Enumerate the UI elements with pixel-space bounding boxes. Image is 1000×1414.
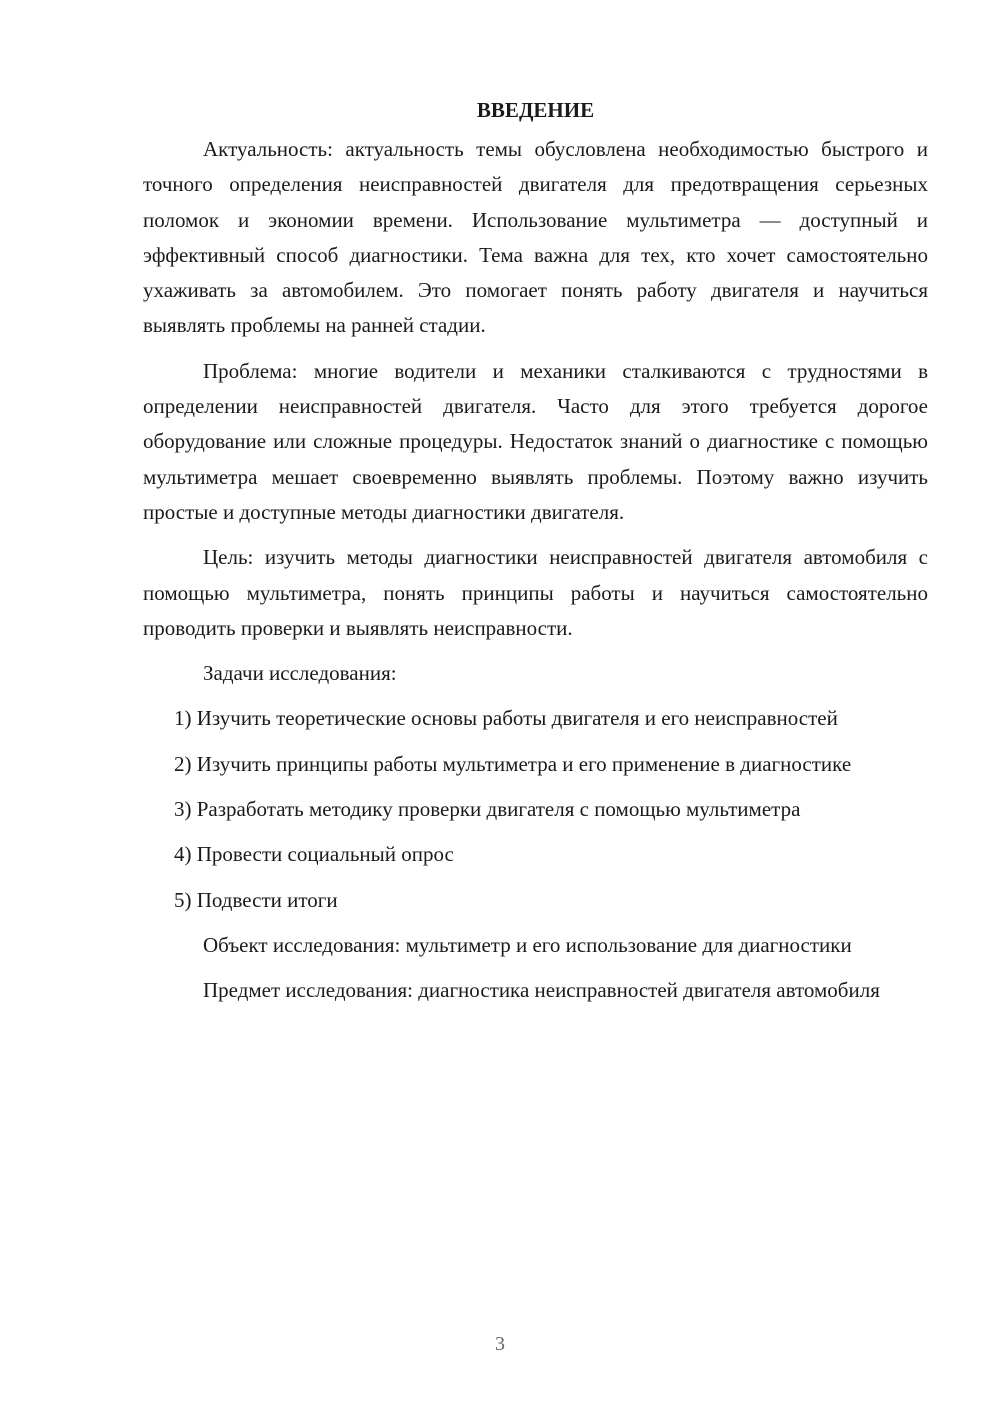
document-page [143, 92, 928, 1019]
section-title: ВВЕДЕНИЕ [476, 98, 595, 122]
paragraph-problem: Проблема: многие водители и механики сталкиваются с трудностями в определении неисправностей двигателя. Часто для этого требуется дорогое оборудование или сложные процедуры. Недостаток знаний о диагностике с помощью мультиметра мешает своевременно выявлять проблемы. Поэтому важно изучить простые и доступные методы диагностики двигателя. [143, 358, 928, 524]
tasks-heading: Задачи исследования: [203, 661, 397, 686]
tasks-list [143, 701, 928, 917]
list-item: 3) Разработать методику проверки двигателя с помощью мультиметра [174, 797, 801, 822]
paragraph-subject: Предмет исследования: диагностика неисправностей двигателя автомобиля [203, 978, 880, 1003]
list-item: 2) Изучить принципы работы мультиметра и его применение в диагностике [174, 751, 852, 776]
list-item: 4) Провести социальный опрос [174, 842, 454, 867]
list-item: 1) Изучить теоретические основы работы двигателя и его неисправностей [174, 706, 838, 731]
page-number: 3 [495, 1333, 505, 1355]
list-item: 5) Подвести итоги [174, 887, 338, 912]
paragraph-goal: Цель: изучить методы диагностики неисправностей двигателя автомобиля с помощью мультиметра, понять принципы работы и научиться самостоятельно проводить проверки и выявлять неисправности. [143, 545, 928, 640]
paragraph-relevance: Актуальность: актуальность темы обусловлена необходимостью быстрого и точного определения неисправностей двигателя для предотвращения серьезных поломок и экономии времени. Использование мультиметра — доступный и эффективный способ диагностики. Тема важна для тех, кто хочет самостоятельно ухаживать за автомобилем. Это помогает понять работу двигателя и научиться выявлять проблемы на ранней стадии. [143, 137, 928, 338]
paragraph-object: Объект исследования: мультиметр и его использование для диагностики [203, 932, 852, 957]
